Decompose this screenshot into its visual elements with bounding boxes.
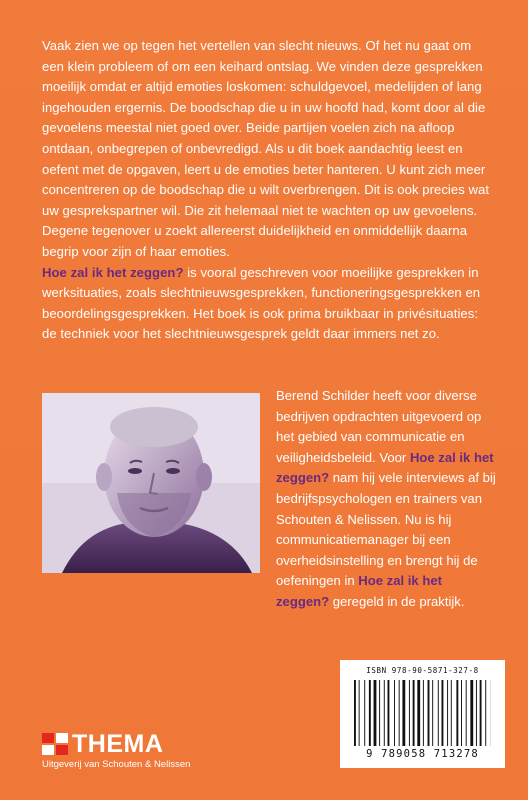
- barcode-bar: [461, 680, 462, 746]
- barcode-box: [340, 660, 505, 768]
- barcode-bar: [354, 680, 356, 746]
- author-bio: [276, 386, 498, 613]
- book-title-highlight: Hoe zal ik het zeggen?: [42, 264, 184, 280]
- barcode-bar: [470, 680, 473, 746]
- barcode-bar: [428, 680, 430, 746]
- barcode-bar: [447, 680, 448, 746]
- barcode-bar: [394, 680, 395, 746]
- barcode-bar: [476, 680, 477, 746]
- bio-part1: Berend Schilder heeft voor diverse bedrijven opdrachten uitgevoerd op het gebied van communicatie en veiligheidsbeleid. Voor: [276, 388, 482, 465]
- barcode-digits: 9 789058 713278: [366, 748, 479, 760]
- barcode-bar: [374, 680, 377, 746]
- barcode-bar: [442, 680, 444, 746]
- barcode-bar: [413, 680, 415, 746]
- intro-paragraph: [42, 36, 490, 345]
- barcode-bar: [402, 680, 405, 746]
- barcode-bar: [480, 680, 482, 746]
- barcode-bar: [456, 680, 458, 746]
- barcode-bar: [451, 680, 452, 746]
- thema-logo-icon: [42, 733, 68, 755]
- barcode-bar: [432, 680, 433, 746]
- publisher-name: Uitgeverij van Schouten & Nelissen: [42, 759, 191, 770]
- bio-book-title-1: Hoe zal ik het zeggen?: [276, 449, 494, 486]
- isbn-label: ISBN 978-90-5871-327-8: [366, 666, 479, 675]
- intro-part2: is vooral geschreven voor moeilijke gesprekken in werksituaties, zoals slechtnieuwsgesprekken, functioneringsgesprekken en beoordelingsgesprekken. Het boek is ook prima bruikbaar in privésituaties: de techniek voor het slechtnieuwsgesprek geldt daar immers net zo.: [42, 264, 481, 342]
- bio-book-title-2: Hoe zal ik het zeggen?: [276, 573, 442, 609]
- author-photo: [42, 393, 260, 573]
- barcode-bar: [364, 680, 365, 746]
- intro-part1: Vaak zien we op tegen het vertellen van slecht nieuws. Of het nu gaat om een klein probleem of om een keihard ontslag. We vinden deze gesprekken moeilijk omdat er altijd emoties loskomen: schuldgevoel, medelijden of lang ingehouden ergernis. De boodschap die u in uw hoofd had, komt door al die gevoelens meestal niet goed over. Beide partijen voelen zich na afloop ontdaan, onbegrepen of onbevredigd. Als u dit boek aandachtig leest en oefent met de opgaven, leert u de emoties beter hanteren. U kunt zich meer concentreren op de boodschap die u wilt overbrengen. Dit is ook precies wat uw gesprekspartner wil. Die zit helemaal niet te wachten op uw gevoelens. Degene tegenover u zoekt allereerst duidelijkheid en onmiddellijk daarna begrip voor zijn of haar emoties.: [42, 38, 490, 259]
- barcode-bar: [409, 680, 410, 746]
- barcode-bar: [369, 680, 371, 746]
- logo-word: THEMA: [72, 730, 164, 758]
- barcode-bar: [379, 680, 380, 746]
- barcode-bar: [423, 680, 424, 746]
- barcode-bar: [438, 680, 439, 746]
- author-photo-drawing: [42, 393, 260, 573]
- barcode-bar: [388, 680, 390, 746]
- barcode-bar: [384, 680, 385, 746]
- barcode-bar: [399, 680, 400, 746]
- bio-part2: nam hij vele interviews af bij bedrijfspsychologen en trainers van Schouten & Nelissen. Nu is hij communicatiemanager bij een overheidsinstelling en brengt hij de oefeningen in: [276, 470, 496, 589]
- barcode-bars: [354, 680, 491, 748]
- bio-part3: geregeld in de praktijk.: [329, 593, 465, 609]
- barcode-bar: [417, 680, 420, 746]
- barcode-bar: [466, 680, 467, 746]
- barcode-bar: [485, 680, 486, 746]
- intro-text: [42, 36, 490, 345]
- barcode-bar: [359, 680, 360, 746]
